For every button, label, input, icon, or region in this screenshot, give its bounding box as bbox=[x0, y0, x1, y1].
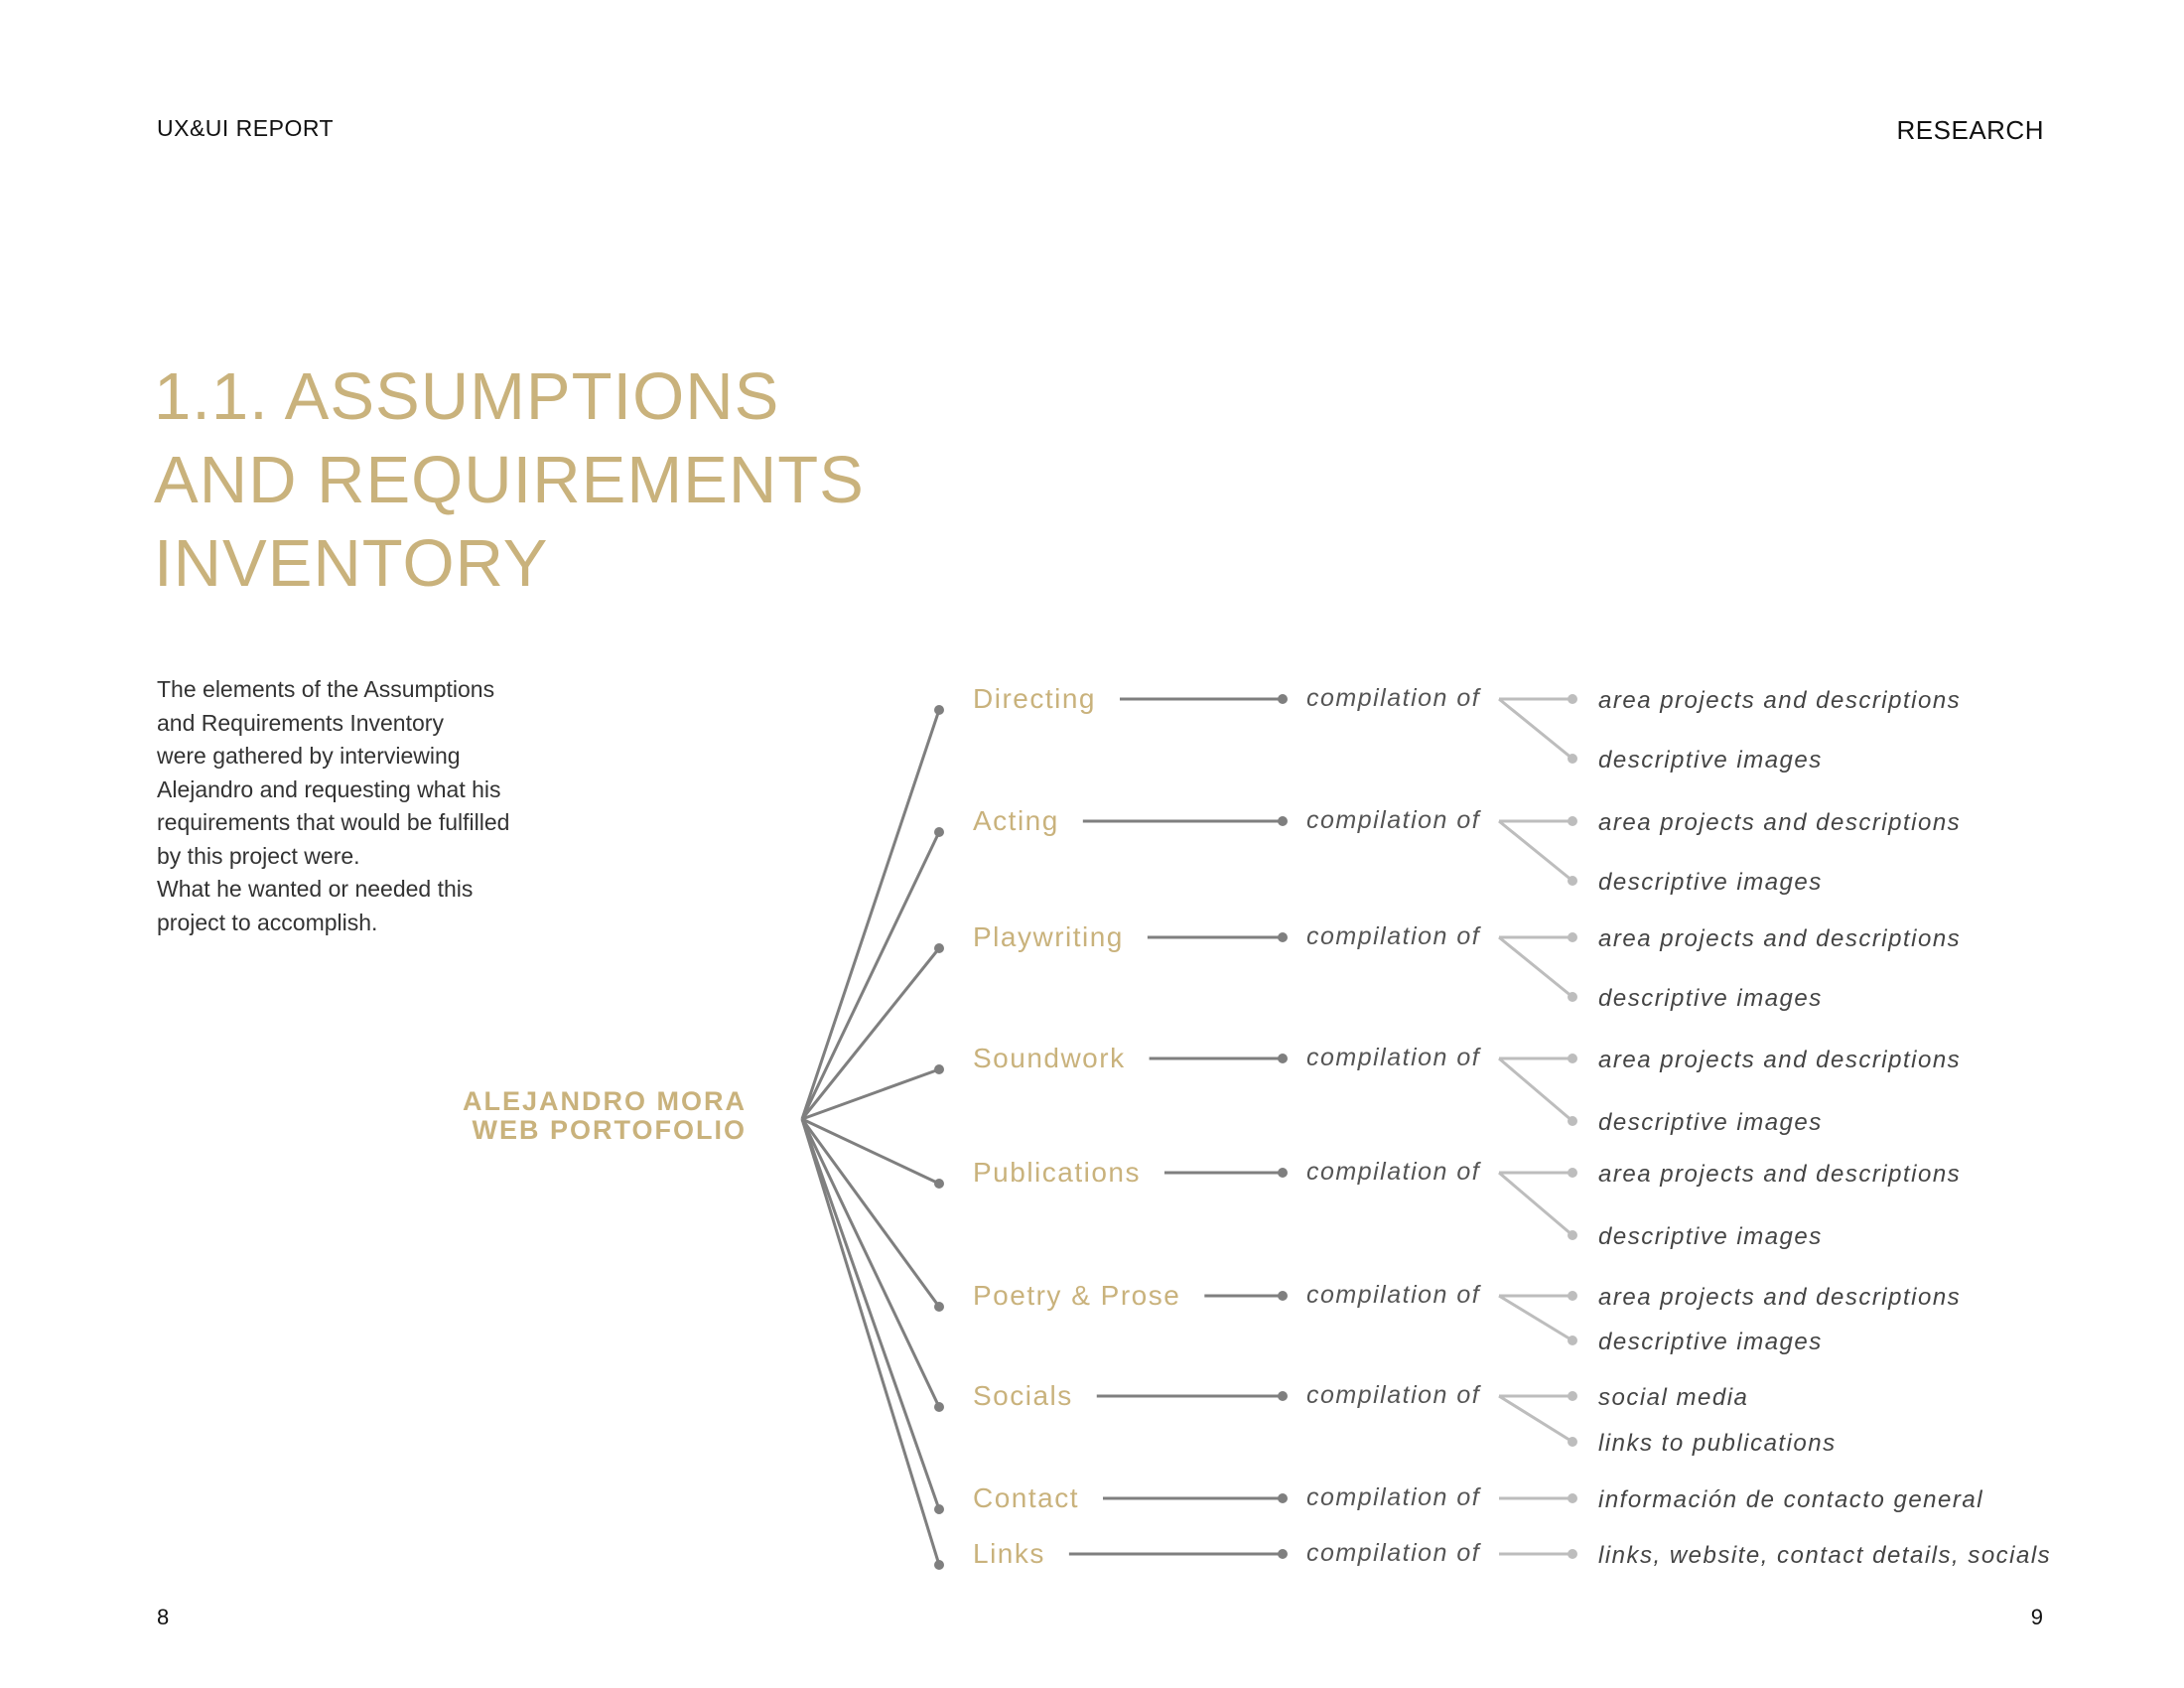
relation-label: compilation of bbox=[1306, 1381, 1481, 1409]
compilation-node bbox=[1278, 1054, 1288, 1063]
item-node bbox=[1568, 992, 1577, 1002]
branch-node bbox=[934, 827, 944, 837]
item-label: links to publications bbox=[1598, 1430, 1837, 1457]
item-connector bbox=[1499, 937, 1572, 997]
item-connector bbox=[1499, 699, 1572, 759]
branch-node bbox=[934, 1504, 944, 1514]
root-label-line: WEB PORTOFOLIO bbox=[472, 1115, 747, 1145]
report-title-header: UX&UI REPORT bbox=[157, 115, 335, 141]
page-number-right: 9 bbox=[2030, 1605, 2043, 1629]
relation-label: compilation of bbox=[1306, 1281, 1481, 1309]
item-label: descriptive images bbox=[1598, 1223, 1823, 1250]
category-label: Acting bbox=[973, 805, 1059, 836]
root-label-line: ALEJANDRO MORA bbox=[462, 1086, 747, 1116]
category-label: Directing bbox=[973, 683, 1096, 714]
intro-line: Alejandro and requesting what his bbox=[157, 775, 501, 802]
item-node bbox=[1568, 1336, 1577, 1345]
branch-connector bbox=[802, 1119, 939, 1509]
category-label: Playwriting bbox=[973, 921, 1124, 952]
intro-line: project to accomplish. bbox=[157, 909, 378, 935]
item-label: area projects and descriptions bbox=[1598, 1284, 1962, 1311]
compilation-node bbox=[1278, 1549, 1288, 1559]
category-label: Contact bbox=[973, 1482, 1079, 1513]
item-node bbox=[1568, 932, 1577, 942]
branch-node bbox=[934, 1179, 944, 1189]
item-node bbox=[1568, 876, 1577, 886]
intro-line: The elements of the Assumptions bbox=[157, 676, 495, 702]
intro-line: requirements that would be fulfilled bbox=[157, 809, 510, 835]
item-connector bbox=[1499, 821, 1572, 881]
relation-label: compilation of bbox=[1306, 1539, 1481, 1567]
item-node bbox=[1568, 1116, 1577, 1126]
item-label: area projects and descriptions bbox=[1598, 925, 1962, 952]
item-node bbox=[1568, 1391, 1577, 1401]
compilation-node bbox=[1278, 932, 1288, 942]
item-label: area projects and descriptions bbox=[1598, 1047, 1962, 1073]
item-node bbox=[1568, 1168, 1577, 1178]
item-node bbox=[1568, 816, 1577, 826]
item-label: descriptive images bbox=[1598, 869, 1823, 896]
item-label: descriptive images bbox=[1598, 985, 1823, 1012]
item-node bbox=[1568, 1230, 1577, 1240]
branch-connector bbox=[802, 1119, 939, 1307]
branch-connector bbox=[802, 1119, 939, 1565]
item-connector bbox=[1499, 1396, 1572, 1442]
item-node bbox=[1568, 1054, 1577, 1063]
compilation-node bbox=[1278, 694, 1288, 704]
branch-connector bbox=[802, 1119, 939, 1407]
item-label: area projects and descriptions bbox=[1598, 809, 1962, 836]
intro-line: were gathered by interviewing bbox=[157, 743, 461, 769]
item-node bbox=[1568, 1291, 1577, 1301]
relation-label: compilation of bbox=[1306, 684, 1481, 712]
compilation-node bbox=[1278, 1291, 1288, 1301]
item-label: area projects and descriptions bbox=[1598, 1161, 1962, 1188]
category-label: Poetry & Prose bbox=[973, 1280, 1181, 1311]
branch-connector bbox=[802, 710, 939, 1119]
intro-line: and Requirements Inventory bbox=[157, 709, 444, 736]
category-label: Soundwork bbox=[973, 1043, 1126, 1073]
item-label: descriptive images bbox=[1598, 747, 1823, 774]
compilation-node bbox=[1278, 816, 1288, 826]
item-label: links, website, contact details, socials bbox=[1598, 1542, 2052, 1569]
compilation-node bbox=[1278, 1391, 1288, 1401]
item-connector bbox=[1499, 1296, 1572, 1340]
item-node bbox=[1568, 694, 1577, 704]
title-line: 1.1. ASSUMPTIONS bbox=[154, 359, 780, 434]
relation-label: compilation of bbox=[1306, 1158, 1481, 1186]
section-header: RESEARCH bbox=[1896, 115, 2044, 145]
item-label: social media bbox=[1598, 1384, 1749, 1411]
branch-node bbox=[934, 1560, 944, 1570]
intro-line: by this project were. bbox=[157, 842, 360, 869]
category-label: Socials bbox=[973, 1380, 1073, 1411]
relation-label: compilation of bbox=[1306, 1044, 1481, 1071]
category-label: Links bbox=[973, 1538, 1045, 1569]
item-label: información de contacto general bbox=[1598, 1486, 1984, 1513]
branch-node bbox=[934, 1402, 944, 1412]
intro-line: What he wanted or needed this bbox=[157, 876, 474, 902]
title-line: AND REQUIREMENTS bbox=[154, 443, 865, 517]
compilation-node bbox=[1278, 1493, 1288, 1503]
branch-node bbox=[934, 1064, 944, 1074]
item-label: descriptive images bbox=[1598, 1329, 1823, 1355]
page-number-left: 8 bbox=[157, 1605, 170, 1629]
item-connector bbox=[1499, 1173, 1572, 1235]
compilation-node bbox=[1278, 1168, 1288, 1178]
item-label: descriptive images bbox=[1598, 1109, 1823, 1136]
title-line: INVENTORY bbox=[154, 526, 549, 601]
category-label: Publications bbox=[973, 1157, 1141, 1188]
branch-node bbox=[934, 943, 944, 953]
branch-node bbox=[934, 1302, 944, 1312]
item-label: area projects and descriptions bbox=[1598, 687, 1962, 714]
item-node bbox=[1568, 754, 1577, 764]
relation-label: compilation of bbox=[1306, 1483, 1481, 1511]
branch-node bbox=[934, 705, 944, 715]
item-node bbox=[1568, 1549, 1577, 1559]
relation-label: compilation of bbox=[1306, 806, 1481, 834]
item-connector bbox=[1499, 1058, 1572, 1121]
item-node bbox=[1568, 1437, 1577, 1447]
relation-label: compilation of bbox=[1306, 922, 1481, 950]
item-node bbox=[1568, 1493, 1577, 1503]
